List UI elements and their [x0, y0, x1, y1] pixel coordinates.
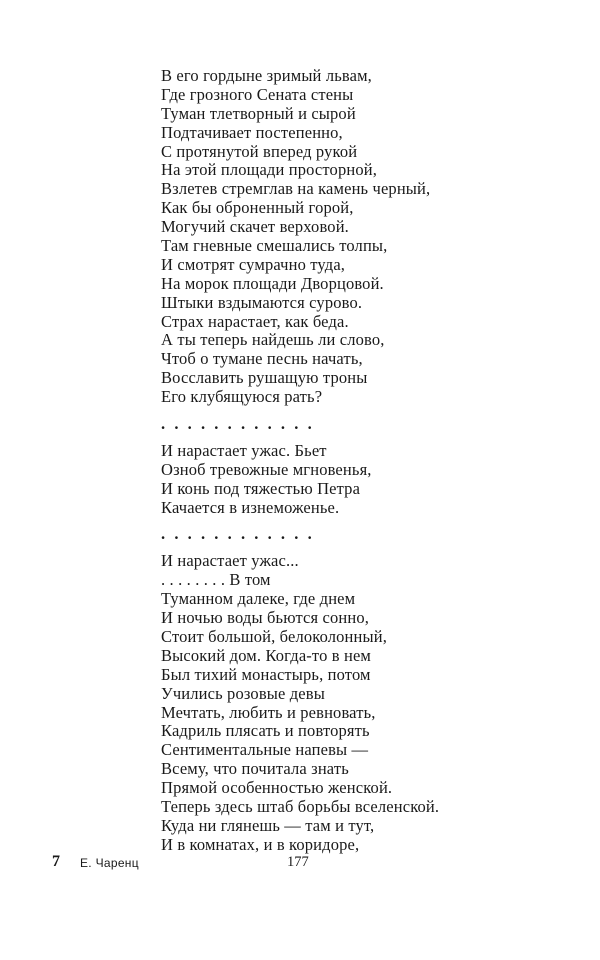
- poem-line: Штыки вздымаются сурово.: [161, 292, 363, 312]
- page-footer: [0, 853, 600, 877]
- poem-line: На этой площади просторной,: [161, 160, 377, 180]
- ellipsis-separator: ............: [161, 524, 321, 544]
- poem-line: Кадриль плясать и повторять: [161, 721, 370, 741]
- poem-line: Озноб тревожные мгновенья,: [161, 459, 372, 479]
- poem-line: Туман тлетворный и сырой: [161, 103, 356, 123]
- page-number: 177: [287, 854, 309, 870]
- poem-line: И нарастает ужас. Бьет: [161, 440, 327, 460]
- stanza-1: [161, 67, 581, 407]
- poem-line: И смотрят сумрачно туда,: [161, 254, 346, 274]
- poem-line: Восславить рушащую троны: [161, 368, 368, 388]
- poem-line: И конь под тяжестью Петра: [161, 478, 361, 498]
- ellipsis-separator: ............: [161, 414, 321, 434]
- poem-line: Прямой особенностью женской.: [161, 778, 393, 798]
- poem-line: Качается в изнеможенье.: [161, 497, 340, 517]
- poem-line: Мечтать, любить и ревновать,: [161, 702, 376, 722]
- poem-line: Его клубящуюся рать?: [161, 387, 323, 407]
- poem-line: Куда ни глянешь — там и тут,: [161, 815, 375, 835]
- signature-author: Е. Чаренц: [80, 856, 139, 870]
- poem-line: Как бы оброненный горой,: [161, 198, 354, 218]
- poem-line: И ночью воды бьются сонно,: [161, 608, 370, 628]
- poem-line: Стоит большой, белоколонный,: [161, 626, 387, 646]
- poem-line: Взлетев стремглав на камень черный,: [161, 179, 431, 199]
- poem-line: И нарастает ужас...: [161, 551, 299, 571]
- poem-line: Высокий дом. Когда-то в нем: [161, 645, 372, 665]
- poem-line: Там гневные смешались толпы,: [161, 236, 388, 256]
- poem-line: Сентиментальные напевы —: [161, 740, 369, 760]
- poem-text: [161, 67, 581, 855]
- poem-line: . . . . . . . . В том: [161, 570, 271, 590]
- poem-line: Страх нарастает, как беда.: [161, 311, 349, 331]
- poem-line: Туманном далеке, где днем: [161, 589, 356, 609]
- poem-line: В его гордыне зримый львам,: [161, 66, 372, 85]
- stanza-3: [161, 552, 581, 854]
- poem-line: Могучий скачет верховой.: [161, 217, 349, 237]
- poem-line: Учились розовые девы: [161, 683, 325, 703]
- poem-line: С протянутой вперед рукой: [161, 141, 358, 161]
- poem-line: На морок площади Дворцовой.: [161, 273, 384, 293]
- poem-line: Чтоб о тумане песнь начать,: [161, 349, 363, 369]
- poem-line: И в комнатах, и в коридоре,: [161, 834, 360, 854]
- stanza-2: [161, 442, 581, 518]
- signature-number: 7: [52, 853, 60, 870]
- poem-line: А ты теперь найдешь ли слово,: [161, 330, 385, 350]
- poem-line: Где грозного Сената стены: [161, 84, 354, 104]
- poem-line: Был тихий монастырь, потом: [161, 664, 371, 684]
- poem-line: Теперь здесь штаб борьбы вселенской.: [161, 796, 440, 816]
- poem-line: Подтачивает постепенно,: [161, 122, 343, 142]
- poem-line: Всему, что почитала знать: [161, 759, 349, 779]
